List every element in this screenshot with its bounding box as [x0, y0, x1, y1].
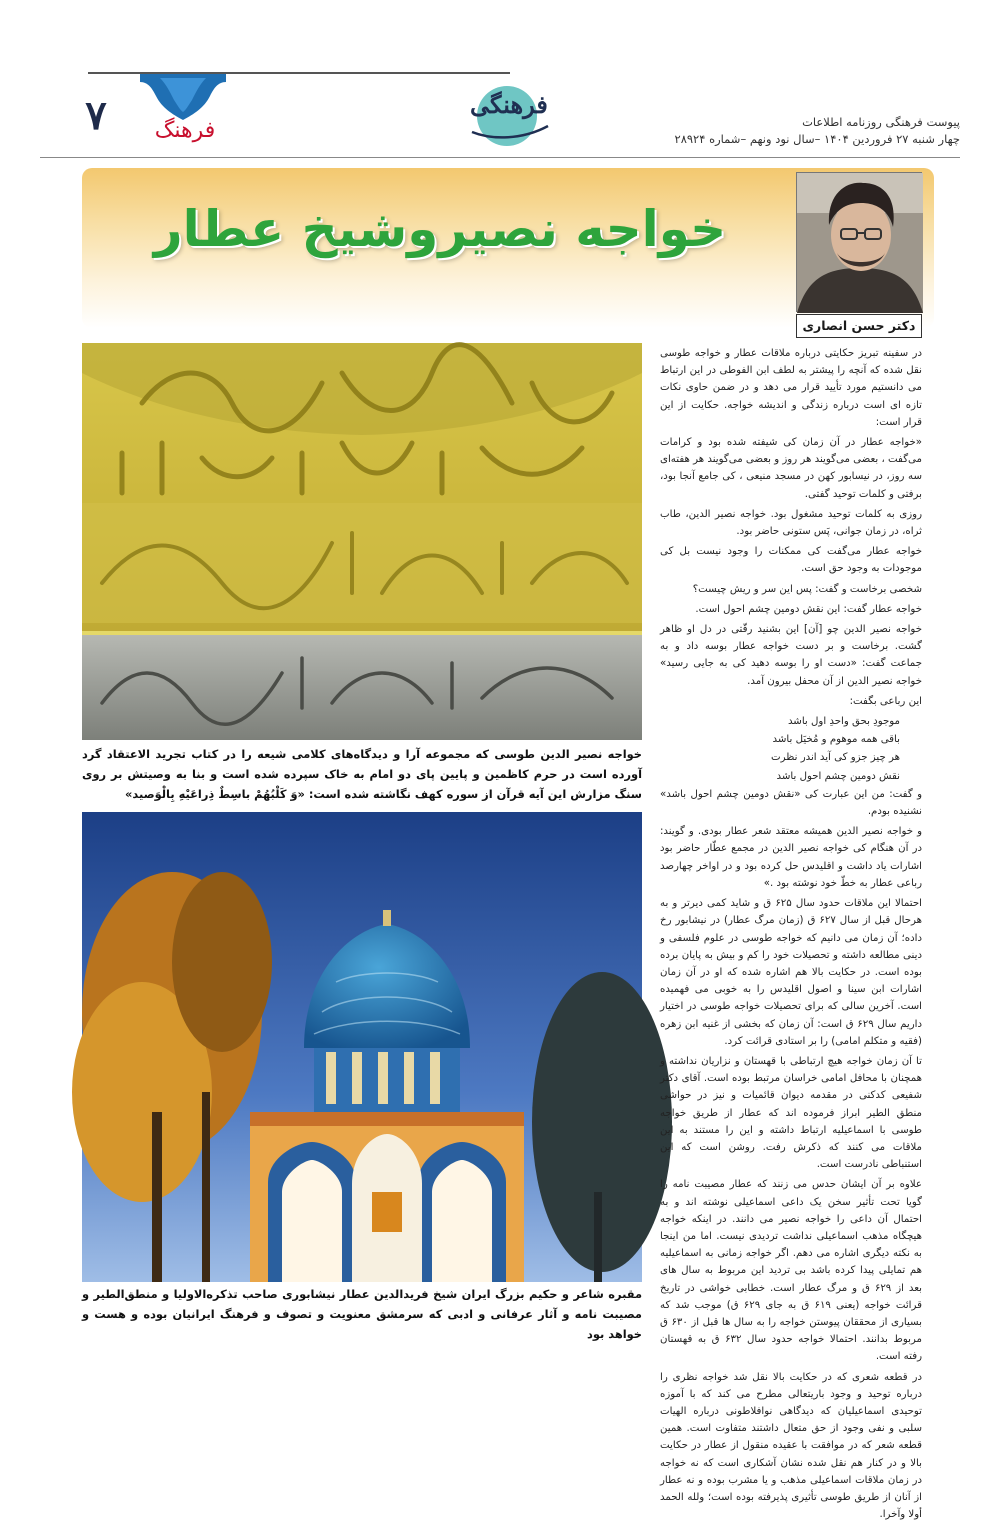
logo-text: فرهنگی: [470, 90, 548, 119]
page-number: ۷: [85, 92, 107, 139]
header-rule: [40, 157, 960, 158]
author-portrait: [796, 172, 922, 312]
paragraph: شخصی برخاست و گفت: پس این سر و ریش چیست؟: [692, 583, 922, 595]
masthead-date-issue: چهار شنبه ۲۷ فروردین ۱۴۰۴ –سال نود ونهم –شماره ۲۸۹۲۴: [674, 132, 960, 146]
author-name: دکتر حسن انصاری: [796, 314, 922, 338]
verse-line: باقی همه موهوم و مُخیَل باشد: [772, 734, 900, 746]
paragraph: خواجه عطار می‌گفت کی ممکنات را وجود نیست بل کی موجودات به وجود حق است.: [660, 546, 922, 575]
paragraph: علاوه بر آن ایشان حدس می زنند که عطار مصیبت نامه را گویا تحت تأثیر سخن یک داعی اسماعیلی نوشته اند و به احتمال آن داعی را خواجه نصیر می دانند. در اینکه خواجه هیچگاه مذهب اسماعیلی نداشت تردیدی نیست. اما من اینجا به نکته دیگری اشاره می دهم. اگر خواجه زمانی به اسماعیلیه هم تمایلی پیدا کرده باشد بی تردید این مربوط به سال های بعد از ۶۲۹ ق و مرگ عطار است. خطابی خواشی در تاریخ قرائت خواجه (یعنی ۶۱۹ ق به جای ۶۲۹ ق) موجب شد که بسیاری از محققان پیوستن خواجه را به سال ها قبل از ۶۳۰ ق مربوط بدانند. احتمالا خواجه حدود سال ۶۳۲ ق به قهستان رفته است.: [660, 1179, 923, 1363]
masthead: [660, 114, 960, 148]
masthead-publication: پیوست فرهنگی روزنامه اطلاعات: [802, 115, 960, 129]
paragraph: تا آن زمان خواجه هیچ ارتباطی با قهستان و نزاریان نداشته و همچنان با محافل امامی خراسان مرتبط بوده است. آقای دکتر شفیعی کدکنی در مقدمه دیوان قائمیات و نیز در حواشی منطق الطیر ابراز فرموده اند که عطار از طریق خواجه طوسی با اسماعیلیه ارتباط داشته و این را مستند به این ملاقات می کنند که ذکرش رفت. روشن است که این استنباطی نادرست است.: [660, 1055, 922, 1171]
inscription-illustration: [82, 343, 642, 740]
paragraph: خواجه عطار گفت: این نقش دومین چشم احول است.: [695, 603, 922, 615]
verse-line: نقش دومین چشم احول باشد: [776, 770, 900, 782]
verse-line: هر چیز جزو کی آید اندر نظرت: [771, 752, 900, 764]
paragraph: «خواجه عطار در آن زمان کی شیفته شده بود و کرامات می‌گفت ، بعضی می‌گویند هر روز و بعضی می‌گویند هر هفته‌ای سه روز، در نیسابور کهن در مسجد منیعی ، کی جامع آنجا بود، برفتی و کلمات توحید گفتی.: [660, 437, 922, 500]
section-name: فرهنگ: [154, 118, 216, 143]
photo-1-caption: خواجه نصیر الدین طوسی که مجموعه آرا و دیدگاه‌های کلامی شیعه را در کتاب تجرید الاعتقاد گرد آورده است در حرم کاظمین و پایین پای دو امام به خاک سپرده شده است و بنا به وصیتش بر روی سنگ مزارش این آیه قرآن از سوره کهف نگاشته شده است: «وَ کَلْبُهُمْ باسِطٌ ذِراعَیْهِ بِالْوَصید»: [82, 747, 642, 801]
verse-line: موجودِ بحق واحدِ اول باشد: [787, 716, 900, 728]
paragraph: روزی به کلمات توحید مشغول بود. خواجه نصیر الدین، طاب ثراه، در زمان جوانی، پَس ستونی حاضر بود.: [660, 508, 922, 538]
mausoleum-illustration: [82, 812, 642, 1282]
photo-tomb-inscription: [82, 343, 642, 740]
paragraph: این رباعی بگفت:: [849, 695, 922, 707]
paragraph: در قطعه شعری که در حکایت بالا نقل شد خواجه نظری را درباره توحید و وجود باریتعالی مطرح می کند که با آموزه توحیدی اسماعیلیان که دیدگاهی نوافلاطونی درباره الهیات سلبی و نفی وجود از حق متعال داشتند متفاوت است. همین قطعه شعر که در موافقت با عقیده منقول از عطار در حکایت بالا و در کنار هم نقل شده نشان آشکاری است که نه خواجه در زمان ملاقات اسماعیلی مذهب و یا مشرب بوده و نه عطار از آنان از طریق طوسی تأثیری پذیرفته بوده است؛ ولله الحمد أولا وآخرا.: [660, 1371, 922, 1521]
photo-attar-mausoleum: [82, 812, 642, 1282]
article-body: [660, 345, 922, 1526]
paragraph: و گفت: من این عبارت کی «نقش دومین چشم احول باشد» نشنیده بودم.: [660, 788, 922, 818]
paragraph: در سفینه تبریز حکایتی درباره ملاقات عطار و خواجه طوسی نقل شده که آنچه را پیشتر به لطف ابن الفوطی در این ارتباط می دانستیم مورد تأیید قرار می دهد و در ضمن حاوی نکات تازه ای است درباره زندگی و اندیشه خواجه. حکایت از این قرار است:: [660, 348, 922, 428]
photo-2-caption: مقبره شاعر و حکیم بزرگ ایران شیخ فریدالدین عطار نیشابوری صاحب تذکره‌الاولیا و منطق‌الطیر و مصیبت نامه و آثار عرفانی و ادبی که سرمشق معنویت و تصوف و فرهنگ ایرانیان بوده و هست و خواهد بود: [82, 1287, 642, 1341]
section-flag-ornament: [140, 74, 226, 122]
paragraph: خواجه نصیر الدین چو [آن] این بشنید رقّتی در دل او ظاهر گشت. برخاست و بر دست خواجه عطار بوسه داد و به جماعت گفت: «دست او را بوسه دهید کی به جایی رسید» خواجه نصیر الدین از آن محفل بیرون آمد.: [660, 624, 922, 687]
paragraph: احتمالا این ملاقات حدود سال ۶۲۵ ق و شاید کمی دیرتر و به هرحال قبل از سال ۶۲۷ ق (زمان مرگ عطار) در نیشابور رخ داده؛ آن زمان می دانیم که خواجه طوسی در علوم فلسفی و دینی مطالعه داشته و تحصیلات خود را کم و بیش به پایان برده بوده است. در حکایت بالا هم اشاره شده که او در آن زمان اشارات ابن سینا و اصول اقلیدس را به خوبی می فهمیده است. آخرین سالی که برای تحصیلات خواجه طوسی در اختیار داریم سال ۶۲۹ ق است: آن زمان که بخشی از غنیه ابن زهره (فقیه و متکلم امامی) را بر استادی قرائت کرد.: [660, 898, 922, 1047]
paragraph: و خواجه نصیر الدین همیشه معتقد شعر عطار بودی. و گویند: در آن هنگام کی خواجه نصیر الدین در مجمع عطّار حاضر بود اشارات یاد داشت و اقلیدس حل کرده بود و در اواخر چهارصد رباعی عطار به خطّ خود نوشته بود .»: [660, 826, 922, 889]
article-headline: خواجه نصیروشیخ عطار: [153, 200, 727, 258]
author-portrait-illustration: [797, 173, 923, 313]
